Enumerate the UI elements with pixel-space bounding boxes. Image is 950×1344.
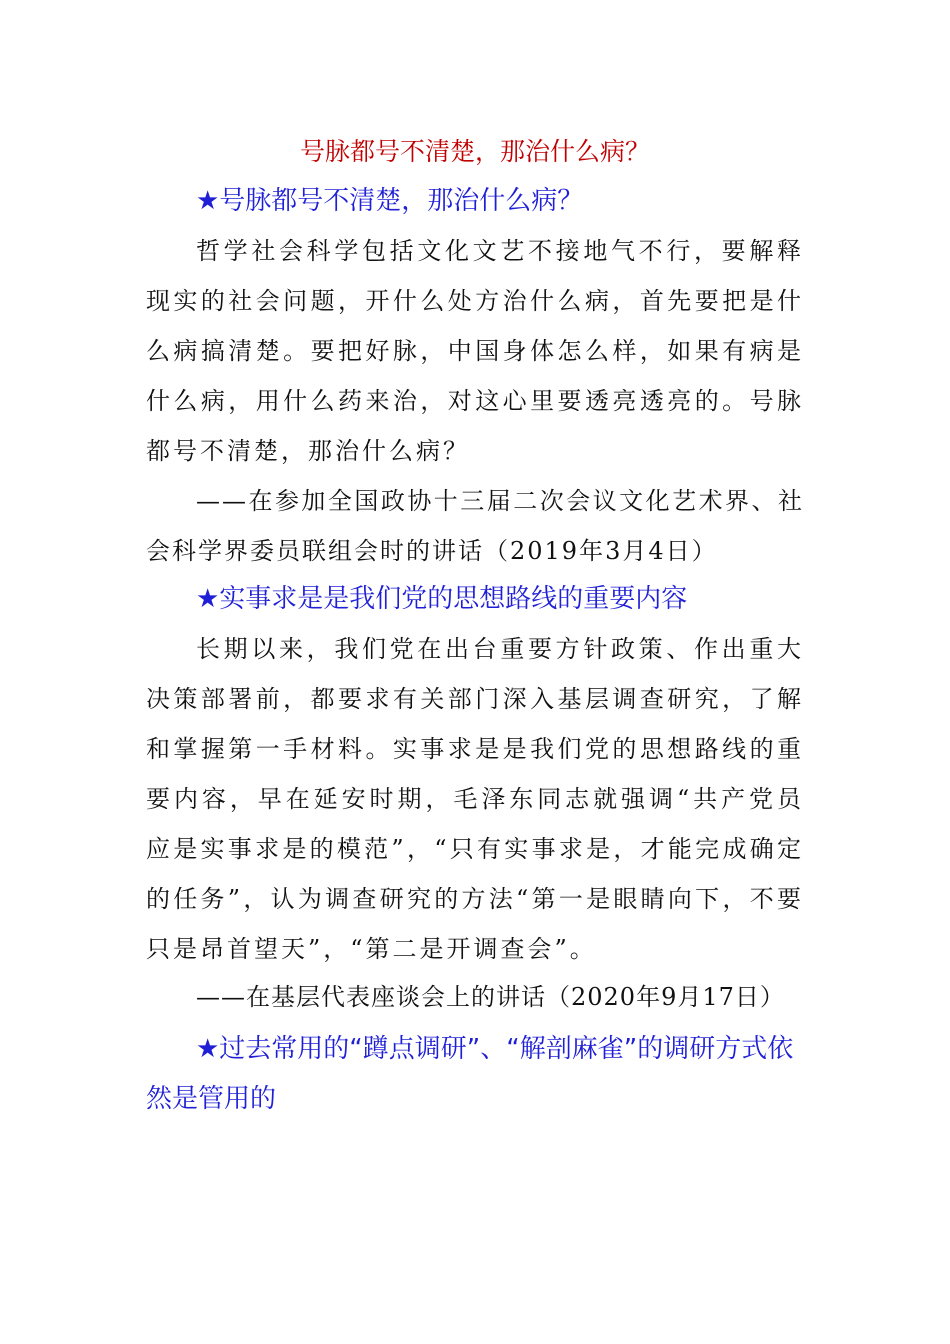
section-heading-3: ★过去常用的“蹲点调研”、“解剖麻雀”的调研方式依然是管用的 — [146, 1034, 794, 1114]
section-source-2: ——在基层代表座谈会上的讲话（2020年9月17日） — [196, 983, 785, 1011]
document-title: 号脉都号不清楚，那治什么病？ — [299, 137, 650, 166]
section-body-2: 长期以来，我们党在出台重要方针政策、作出重大决策部署前，都要求有关部门深入基层调查研究，了解和掌握第一手材料。实事求是是我们党的思想路线的重要内容，早在延安时期，毛泽东同志就强调“共产党员应是实事求是的模范”，“只有实事求是，才能完成确定的任务”，认为调查研究的方法“第一是眼睛向下，不要只是昂首望天”，“第二是开调查会”。 — [146, 635, 804, 963]
section-heading-2: ★实事求是是我们党的思想路线的重要内容 — [196, 584, 688, 614]
section-body-1: 哲学社会科学包括文化文艺不接地气不行，要解释现实的社会问题，开什么处方治什么病，首先要把是什么病搞清楚。要把好脉，中国身体怎么样，如果有病是什么病，用什么药来治，对这心里要透亮透亮的。号脉都号不清楚，那治什么病？ — [146, 237, 804, 465]
section-source-1: ——在参加全国政协十三届二次会议文化艺术界、社会科学界委员联组会时的讲话（2019年3月4日） — [146, 487, 804, 565]
section-heading-1: ★号脉都号不清楚，那治什么病？ — [196, 186, 584, 216]
